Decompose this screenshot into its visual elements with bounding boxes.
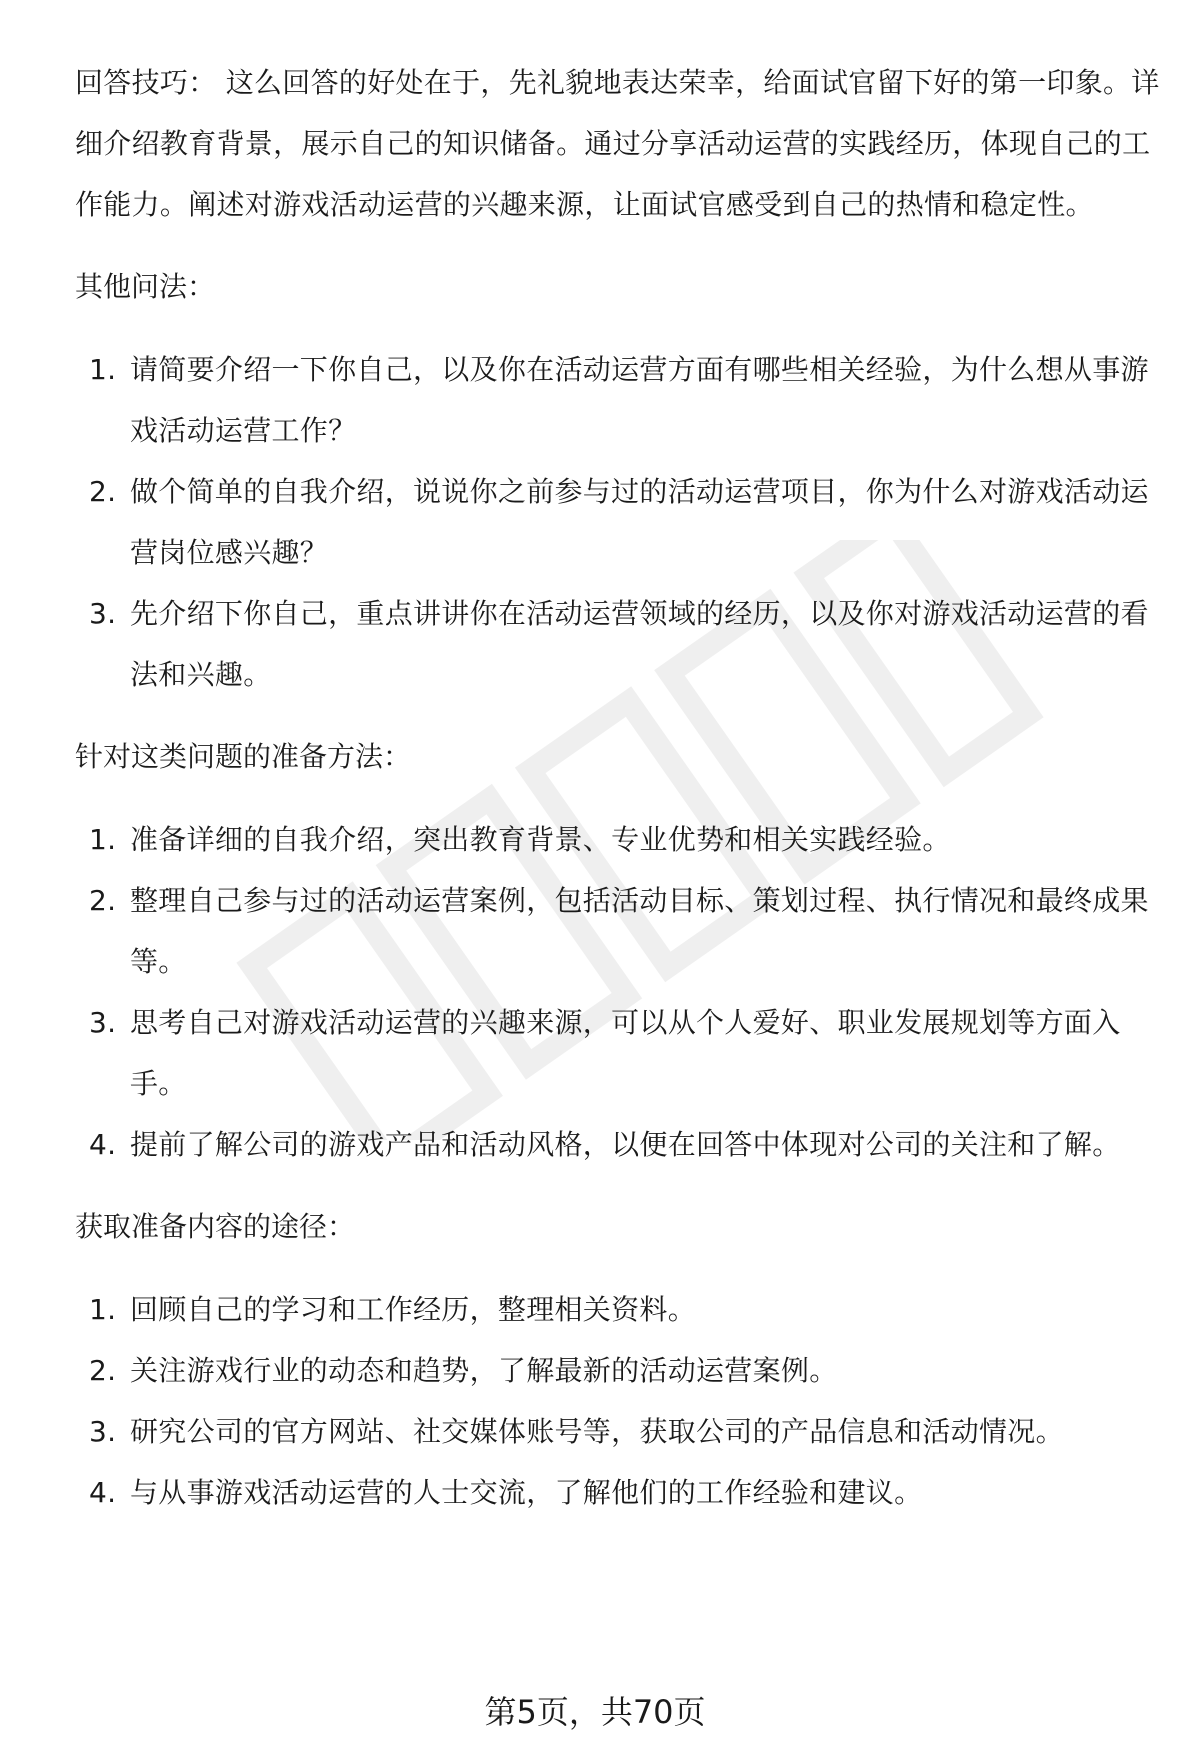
list-item-number: 3. — [89, 597, 117, 630]
answer-tip-paragraph: 回答技巧： 这么回答的好处在于，先礼貌地表达荣幸，给面试官留下好的第一印象。详细介绍教育背景，展示自己的知识储备。通过分享活动运营的实践经历，体现自己的工作能力。阐述对游戏活动运营的兴趣来源，让面试官感受到自己的热情和稳定性。 — [75, 66, 1160, 221]
preparation-heading: 针对这类问题的准备方法： — [75, 740, 412, 773]
list-item-number: 4. — [89, 1476, 117, 1509]
list-item-text: 关注游戏行业的动态和趋势，了解最新的活动运营案例。 — [130, 1354, 838, 1387]
list-item-text: 做个简单的自我介绍，说说你之前参与过的活动运营项目，你为什么对游戏活动运营岗位感兴趣？ — [130, 475, 1149, 569]
list-item — [75, 339, 1160, 461]
list-item-number: 2. — [89, 1354, 117, 1387]
list-item — [75, 1114, 1160, 1175]
list-item-number: 2. — [89, 884, 117, 917]
document-page — [75, 52, 1160, 1523]
list-item-number: 1. — [89, 1293, 117, 1326]
list-item-number: 2. — [89, 475, 117, 508]
list-item-text: 先介绍下你自己，重点讲讲你在活动运营领域的经历，以及你对游戏活动运营的看法和兴趣。 — [130, 597, 1149, 691]
sources-heading: 获取准备内容的途径： — [75, 1210, 356, 1243]
list-item-text: 研究公司的官方网站、社交媒体账号等，获取公司的产品信息和活动情况。 — [130, 1415, 1064, 1448]
list-item-text: 思考自己对游戏活动运营的兴趣来源，可以从个人爱好、职业发展规划等方面入手。 — [130, 1006, 1121, 1100]
other-questions-list — [75, 339, 1160, 705]
page-number-footer: 第5页，共70页 — [484, 1693, 706, 1731]
list-item-text: 回顾自己的学习和工作经历，整理相关资料。 — [130, 1293, 697, 1326]
list-item-text: 整理自己参与过的活动运营案例，包括活动目标、策划过程、执行情况和最终成果等。 — [130, 884, 1149, 978]
list-item — [75, 1462, 1160, 1523]
list-item — [75, 992, 1160, 1114]
list-item-number: 3. — [89, 1006, 117, 1039]
list-item — [75, 1340, 1160, 1401]
list-item — [75, 461, 1160, 583]
list-item — [75, 809, 1160, 870]
preparation-list — [75, 809, 1160, 1175]
list-item-number: 4. — [89, 1128, 117, 1161]
other-questions-heading: 其他问法： — [75, 270, 216, 303]
list-item-text: 准备详细的自我介绍，突出教育背景、专业优势和相关实践经验。 — [130, 823, 951, 856]
list-item-number: 1. — [89, 353, 117, 386]
list-item — [75, 1279, 1160, 1340]
list-item — [75, 1401, 1160, 1462]
sources-list — [75, 1279, 1160, 1523]
list-item-text: 请简要介绍一下你自己，以及你在活动运营方面有哪些相关经验，为什么想从事游戏活动运营工作？ — [130, 353, 1149, 447]
list-item-number: 1. — [89, 823, 117, 856]
list-item — [75, 870, 1160, 992]
list-item-number: 3. — [89, 1415, 117, 1448]
list-item-text: 与从事游戏活动运营的人士交流，了解他们的工作经验和建议。 — [130, 1476, 923, 1509]
list-item — [75, 583, 1160, 705]
list-item-text: 提前了解公司的游戏产品和活动风格，以便在回答中体现对公司的关注和了解。 — [130, 1128, 1121, 1161]
